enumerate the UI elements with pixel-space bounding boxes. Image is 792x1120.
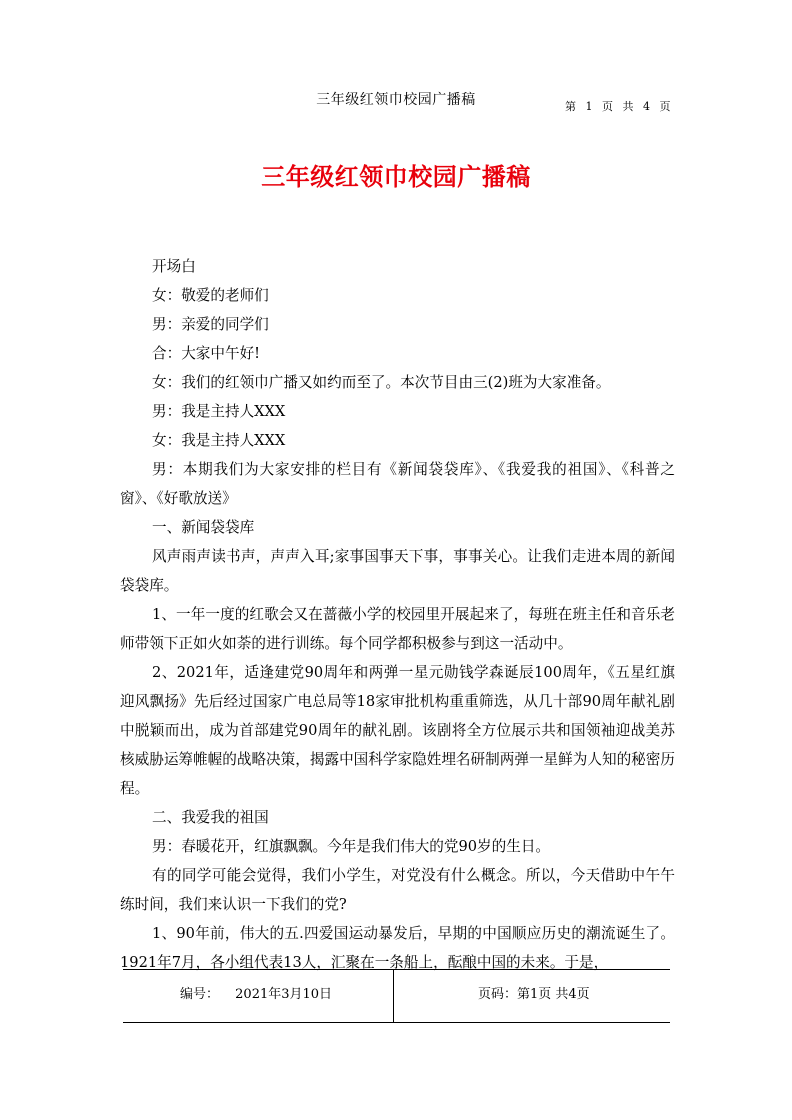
footer-date: 2021年3月10日 [235, 987, 333, 1002]
paragraph: 女：敬爱的老师们 [152, 287, 269, 304]
running-header-title: 三年级红领巾校园广播稿 [316, 92, 476, 108]
paragraph: 2、2021年，适逢建党90周年和两弹一星元勋钱学森诞辰100周年，《五星红旗迎风飘扬》先后经过国家广电总局等18家审批机构重重筛选，从几十部90周年献礼剧中脱颖而出，成为首部建党90周年的献礼剧。该剧将全方位展示共和国领袖迎战美苏核威胁运筹帷幄的战略决策，揭露中国科学家隐姓埋名研制两弹一星鲜为人知的秘密历程。 [120, 664, 675, 797]
paragraph: 男：亲爱的同学们 [152, 316, 269, 333]
paragraph: 开场白 [152, 258, 196, 275]
paragraph: 1、一年一度的红歌会又在蔷薇小学的校园里开展起来了，每班在班主任和音乐老师带领下正如火如荼的进行训练。每个同学都积极参与到这一活动中。 [120, 606, 675, 652]
footer-number-label: 编号： [180, 987, 220, 1002]
paragraph: 风声雨声读书声，声声入耳;家事国事天下事，事事关心。让我们走进本周的新闻袋袋库。 [120, 548, 675, 594]
paragraph: 女：我们的红领巾广播又如约而至了。本次节目由三(2)班为大家准备。 [152, 374, 611, 391]
paragraph: 合：大家中午好! [152, 345, 261, 362]
paragraph: 男：我是主持人XXX [152, 403, 286, 420]
footer-number [180, 983, 332, 1002]
paragraph: 男：本期我们为大家安排的栏目有《新闻袋袋库》、《我爱我的祖国》、《科普之窗》、《好歌放送》 [120, 461, 675, 507]
paragraph: 女：我是主持人XXX [152, 432, 286, 449]
footer-bottom-rule [123, 1022, 670, 1023]
paragraph: 1、90年前，伟大的五.四爱国运动暴发后，早期的中国顺应历史的潮流诞生了。1921年7月，各小组代表13人，汇聚在一条船上，酝酿中国的未来。于是， [120, 925, 675, 971]
paragraph: 有的同学可能会觉得，我们小学生，对党没有什么概念。所以，今天借助中午午练时间，我们来认识一下我们的党? [120, 867, 675, 913]
paragraph: 二、我爱我的祖国 [152, 809, 269, 826]
paragraph: 一、新闻袋袋库 [152, 519, 255, 536]
running-header-page-info: 第 1 页 共 4 页 [565, 100, 674, 113]
footer-top-rule [123, 969, 670, 970]
document-title: 三年级红领巾校园广播稿 [261, 162, 531, 191]
footer-divider [393, 969, 394, 1023]
paragraph: 男：春暖花开，红旗飘飘。今年是我们伟大的党90岁的生日。 [152, 838, 551, 855]
footer-page-code: 页码：第1页 共4页 [478, 987, 590, 1002]
document-body [120, 252, 675, 977]
